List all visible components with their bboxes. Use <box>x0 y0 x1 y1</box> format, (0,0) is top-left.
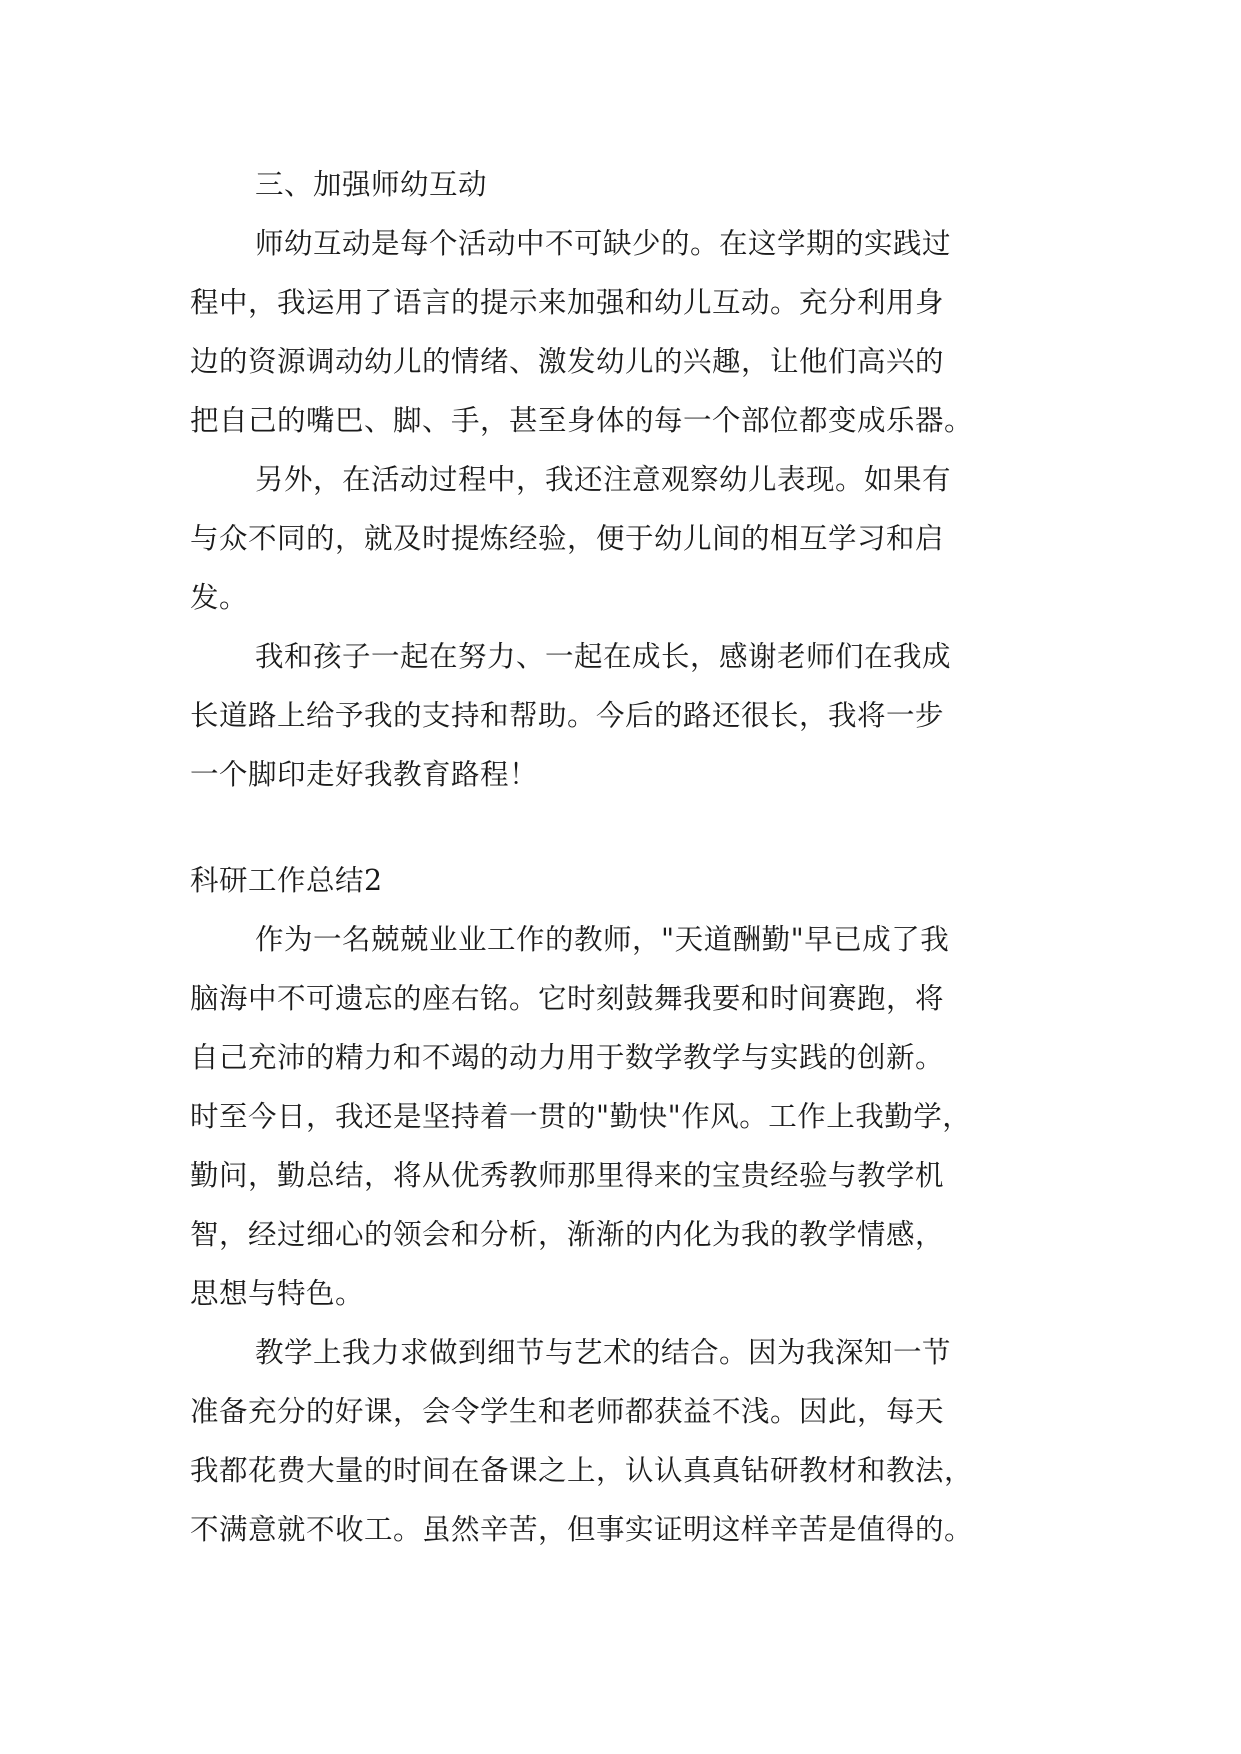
document-title: 科研工作总结2 <box>190 864 383 897</box>
paragraph-line: 师幼互动是每个活动中不可缺少的。在这学期的实践过 <box>255 227 952 260</box>
paragraph-line: 思想与特色。 <box>190 1277 365 1310</box>
paragraph-line: 发。 <box>190 581 249 614</box>
paragraph-line: 脑海中不可遗忘的座右铭。它时刻鼓舞我要和时间赛跑，将 <box>190 982 945 1015</box>
paragraph-line: 教学上我力求做到细节与艺术的结合。因为我深知一节 <box>255 1336 952 1369</box>
section-heading: 三、加强师幼互动 <box>255 168 488 201</box>
paragraph-line: 程中，我运用了语言的提示来加强和幼儿互动。充分利用身 <box>190 286 945 319</box>
paragraph-line: 另外，在活动过程中，我还注意观察幼儿表现。如果有 <box>255 463 952 496</box>
paragraph-line: 一个脚印走好我教育路程！ <box>190 758 539 791</box>
paragraph-line: 与众不同的，就及时提炼经验，便于幼儿间的相互学习和启 <box>190 522 945 555</box>
paragraph-line: 作为一名兢兢业业工作的教师，"天道酬勤"早已成了我 <box>255 923 950 956</box>
paragraph-line: 不满意就不收工。虽然辛苦，但事实证明这样辛苦是值得的。 <box>190 1513 974 1546</box>
paragraph-line: 时至今日，我还是坚持着一贯的"勤快"作风。工作上我勤学， <box>190 1100 972 1133</box>
paragraph-line: 边的资源调动幼儿的情绪、激发幼儿的兴趣，让他们高兴的 <box>190 345 945 378</box>
paragraph-line: 我和孩子一起在努力、一起在成长，感谢老师们在我成 <box>255 640 952 673</box>
paragraph-line: 我都花费大量的时间在备课之上，认认真真钻研教材和教法， <box>190 1454 974 1487</box>
paragraph-line: 智，经过细心的领会和分析，渐渐的内化为我的教学情感， <box>190 1218 945 1251</box>
paragraph-line: 长道路上给予我的支持和帮助。今后的路还很长，我将一步 <box>190 699 945 732</box>
paragraph-line: 勤问，勤总结，将从优秀教师那里得来的宝贵经验与教学机 <box>190 1159 945 1192</box>
paragraph-line: 准备充分的好课，会令学生和老师都获益不浅。因此，每天 <box>190 1395 945 1428</box>
paragraph-line: 自己充沛的精力和不竭的动力用于数学教学与实践的创新。 <box>190 1041 945 1074</box>
paragraph-line: 把自己的嘴巴、脚、手，甚至身体的每一个部位都变成乐器。 <box>190 404 974 437</box>
